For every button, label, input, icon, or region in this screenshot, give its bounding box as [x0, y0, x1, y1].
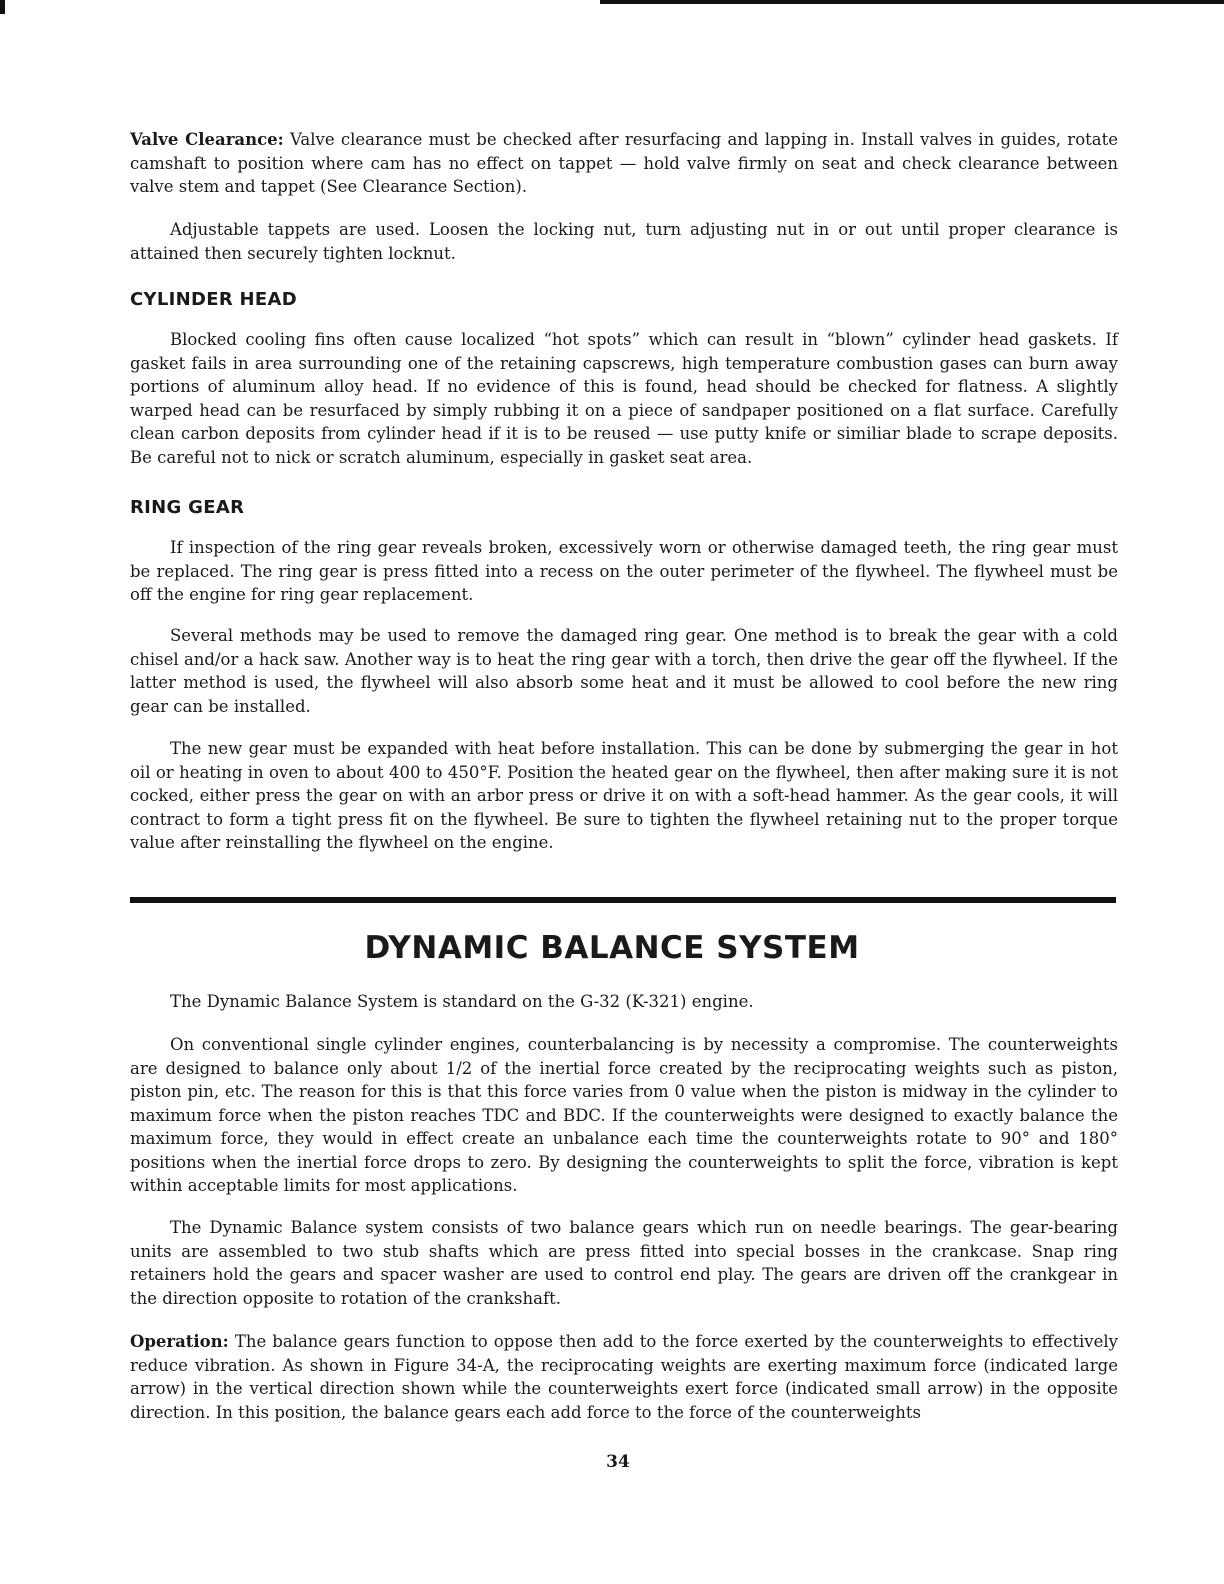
valve-clearance-paragraph [130, 128, 1118, 199]
cylinder-head-paragraph: Blocked cooling fins often cause localized “hot spots” which can result in “blown” cylinder head gaskets. If gasket fails in area surrounding one of the retaining capscrews, high temperature combustion gases can burn away portions of aluminum alloy head. If no evidence of this is found, head should be checked for flatness. A slightly warped head can be resurfaced by simply rubbing it on a piece of sandpaper positioned on a flat surface. Carefully clean carbon deposits from cylinder head if it is to be reused — use putty knife or similiar blade to scrape deposits. Be careful not to nick or scratch aluminum, especially in gasket seat area. [130, 330, 1118, 467]
scan-top-border [600, 0, 1224, 4]
ring-gear-paragraph-1: If inspection of the ring gear reveals broken, excessively worn or otherwise damaged teeth, the ring gear must be replaced. The ring gear is press fitted into a recess on the outer perimeter of the flywheel. The flywheel must be off the engine for ring gear replacement. [130, 538, 1118, 604]
adjustable-tappets-paragraph: Adjustable tappets are used. Loosen the locking nut, turn adjusting nut in or out until proper clearance is attained then securely tighten locknut. [130, 220, 1118, 263]
operation-lead: Operation: [130, 1332, 229, 1351]
dynamic-balance-paragraph-3: The Dynamic Balance system consists of two balance gears which run on needle bearings. The gear-bearing units are assembled to two stub shafts which are press fitted into special bosses in the crankcase. Snap ring retainers hold the gears and spacer washer are used to control end play. The gears are driven off the crankgear in the direction opposite to rotation of the crankshaft. [130, 1218, 1118, 1308]
operation-text: The balance gears function to oppose then add to the force exerted by the counterweights to effectively reduce vibration. As shown in Figure 34-A, the reciprocating weights are exerting maximum force (indicated large arrow) in the vertical direction shown while the counterweights exert force (indicated small arrow) in the opposite direction. In this position, the balance gears each add force to the force of the counterweights [130, 1332, 1118, 1422]
cylinder-head-heading: CYLINDER HEAD [130, 289, 297, 310]
ring-gear-paragraph-2: Several methods may be used to remove the damaged ring gear. One method is to break the gear with a cold chisel and/or a hack saw. Another way is to heat the ring gear with a torch, then drive the gear off the flywheel. If the latter method is used, the flywheel will also absorb some heat and it must be allowed to cool before the new ring gear can be installed. [130, 626, 1118, 716]
ring-gear-heading: RING GEAR [130, 497, 245, 518]
page-number: 34 [606, 1452, 630, 1472]
valve-clearance-text: Valve clearance must be checked after resurfacing and lapping in. Install valves in guides, rotate camshaft to position where cam has no effect on tappet — hold valve firmly on seat and check clearance between valve stem and tappet (See Clearance Section). [130, 130, 1118, 196]
valve-clearance-lead: Valve Clearance: [130, 130, 284, 149]
dynamic-balance-paragraph-1: The Dynamic Balance System is standard on the G-32 (K-321) engine. [170, 992, 754, 1011]
dynamic-balance-paragraph-2: On conventional single cylinder engines, counterbalancing is by necessity a compromise. The counterweights are designed to balance only about 1/2 of the inertial force created by the reciprocating weights such as piston, piston pin, etc. The reason for this is that this force varies from 0 value when the piston is midway in the cylinder to maximum force when the piston reaches TDC and BDC. If the counterweights were designed to exactly balance the maximum force, they would in effect create an unbalance each time the counterweights rotate to 90° and 180° positions when the inertial force drops to zero. By designing the counterweights to split the force, vibration is kept within acceptable limits for most applications. [130, 1035, 1118, 1195]
section-divider [130, 897, 1116, 903]
operation-paragraph [130, 1330, 1118, 1424]
dynamic-balance-title: DYNAMIC BALANCE SYSTEM [364, 930, 860, 966]
scan-edge [0, 0, 5, 14]
ring-gear-paragraph-3: The new gear must be expanded with heat before installation. This can be done by submerging the gear in hot oil or heating in oven to about 400 to 450°F. Position the heated gear on the flywheel, then after making sure it is not cocked, either press the gear on with an arbor press or drive it on with a soft-head hammer. As the gear cools, it will contract to form a tight press fit on the flywheel. Be sure to tighten the flywheel retaining nut to the proper torque value after reinstalling the flywheel on the engine. [130, 739, 1118, 852]
